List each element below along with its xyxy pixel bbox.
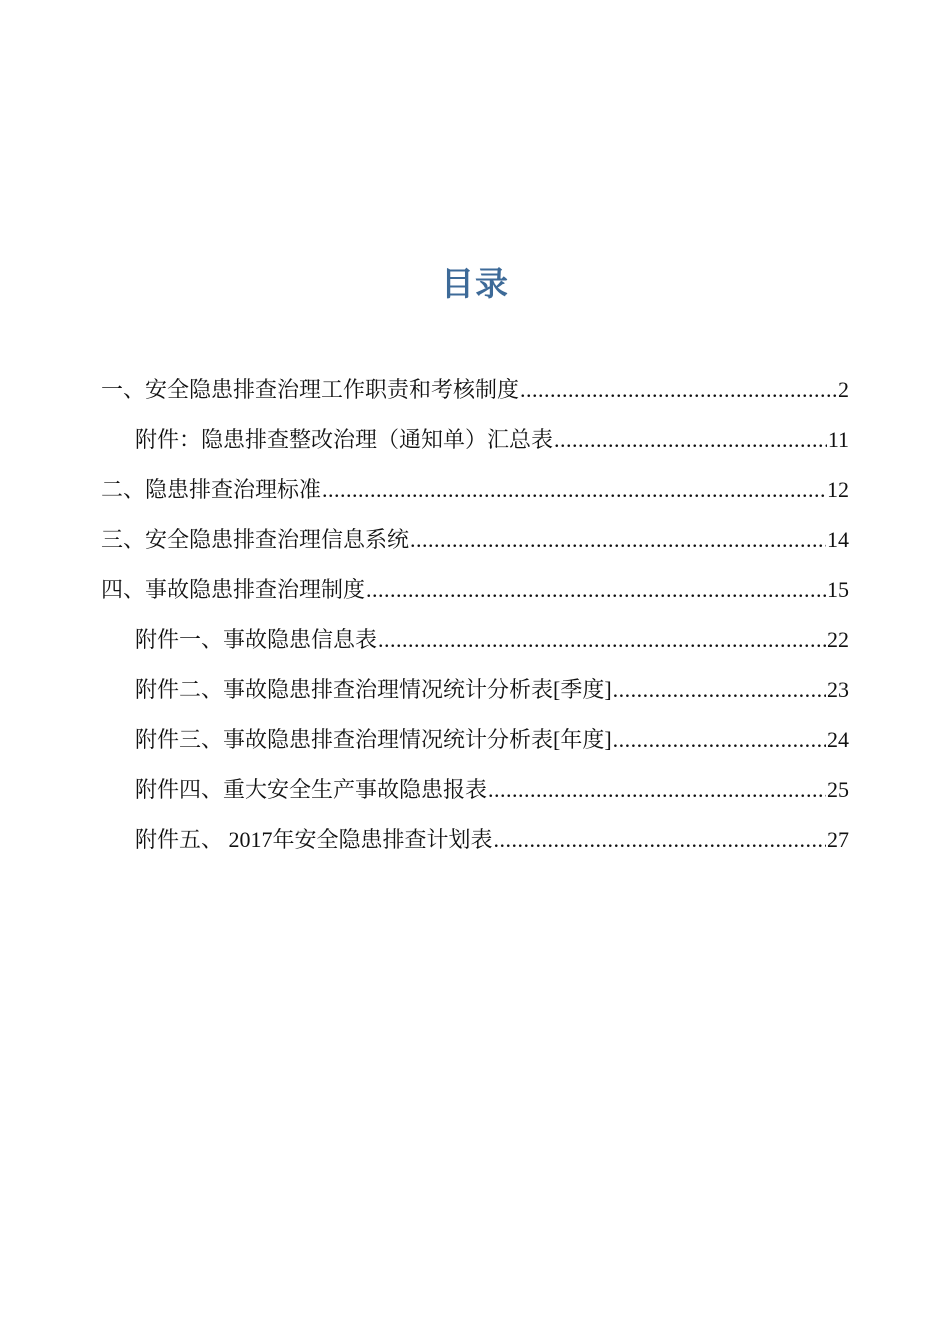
toc-entry-label: 附件：隐患排查整改治理（通知单）汇总表 xyxy=(135,427,554,452)
toc-entry-page: 11 xyxy=(827,427,849,452)
toc-entry[interactable] xyxy=(101,565,849,615)
toc-leader-dots xyxy=(554,415,827,465)
toc-leader-dots xyxy=(410,515,826,565)
toc-entry[interactable] xyxy=(101,415,849,465)
toc-leader-dots xyxy=(322,465,826,515)
toc-entry-page: 24 xyxy=(827,727,849,752)
toc-leader-dots xyxy=(520,365,837,415)
toc-title: 目录 xyxy=(441,264,509,303)
toc-entry[interactable] xyxy=(101,365,849,415)
toc-entry-label: 附件三、事故隐患排查治理情况统计分析表[年度] xyxy=(135,727,612,752)
toc-entry-page: 22 xyxy=(827,627,849,652)
toc-leader-dots xyxy=(613,715,826,765)
toc-leader-dots xyxy=(488,765,826,815)
toc-entry-label: 四、事故隐患排查治理制度 xyxy=(101,577,366,602)
toc-entry-page: 25 xyxy=(827,777,849,802)
toc-entry-label: 三、安全隐患排查治理信息系统 xyxy=(101,527,410,552)
toc-entry-page: 12 xyxy=(827,477,849,502)
toc-entry[interactable] xyxy=(101,465,849,515)
toc-leader-dots xyxy=(494,815,826,865)
toc-entry-label: 二、隐患排查治理标准 xyxy=(101,477,322,502)
toc-leader-dots xyxy=(613,665,826,715)
toc-entry-label: 附件四、重大安全生产事故隐患报表 xyxy=(135,777,488,802)
toc-entry-page: 14 xyxy=(827,527,849,552)
toc-entry-label: 附件五、 2017年安全隐患排查计划表 xyxy=(135,827,493,852)
toc-leader-dots xyxy=(378,615,826,665)
toc-entry-label: 一、安全隐患排查治理工作职责和考核制度 xyxy=(101,377,520,402)
toc-entry-label: 附件二、事故隐患排查治理情况统计分析表[季度] xyxy=(135,677,612,702)
toc-entry-page: 27 xyxy=(827,827,849,852)
toc-entry-label: 附件一、事故隐患信息表 xyxy=(135,627,378,652)
toc-leader-dots xyxy=(366,565,826,615)
toc-entry[interactable] xyxy=(101,715,849,765)
toc-entry[interactable] xyxy=(101,515,849,565)
toc-entry-page: 23 xyxy=(827,677,849,702)
toc-entry-page: 2 xyxy=(838,377,849,402)
toc-entry[interactable] xyxy=(101,665,849,715)
toc-list xyxy=(101,365,849,865)
toc-entry-page: 15 xyxy=(827,577,849,602)
toc-entry[interactable] xyxy=(101,765,849,815)
toc-entry[interactable] xyxy=(101,615,849,665)
toc-entry[interactable] xyxy=(101,815,849,865)
